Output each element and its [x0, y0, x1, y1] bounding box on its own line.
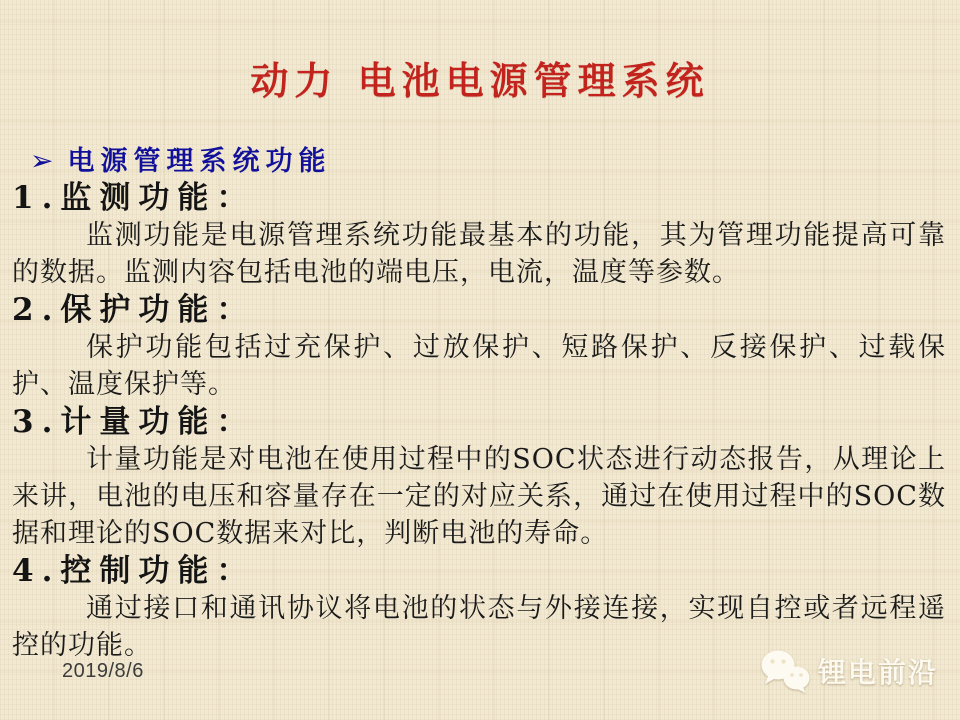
wechat-icon [759, 648, 811, 694]
watermark [759, 648, 938, 694]
section-body: 计量功能是对电池在使用过程中的SOC状态进行动态报告，从理论上来讲，电池的电压和容量存在一定的对应关系，通过在使用过程中的SOC数据和理论的SOC数据来对比，判断电池的寿命。 [12, 444, 946, 549]
section-metering [12, 404, 946, 552]
slide-title: 动力 电池电源管理系统 [250, 58, 710, 103]
section-monitoring [12, 180, 946, 291]
section-heading: 3.计量功能： [12, 404, 256, 440]
watermark-label: 锂电前沿 [817, 656, 938, 689]
arrow-bullet-icon: ➢ [30, 144, 54, 177]
bullet-label: 电源管理系统功能 [67, 146, 332, 177]
section-body: 监测功能是电源管理系统功能最基本的功能，其为管理功能提高可靠的数据。监测内容包括电池的端电压，电流，温度等参数。 [12, 220, 946, 288]
slide-date: 2019/8/6 [62, 660, 144, 682]
section-heading: 1.监测功能： [12, 180, 256, 216]
section-body: 通过接口和通讯协议将电池的状态与外接连接，实现自控或者远程遥控的功能。 [12, 593, 946, 661]
slide-body [0, 145, 960, 664]
section-body: 保护功能包括过充保护、过放保护、短路保护、反接保护、过载保护、温度保护等。 [12, 332, 946, 400]
section-heading: 2.保护功能： [12, 292, 256, 328]
section-heading: 4.控制功能： [12, 553, 256, 589]
section-protection [12, 292, 946, 403]
bullet-item [12, 145, 946, 179]
